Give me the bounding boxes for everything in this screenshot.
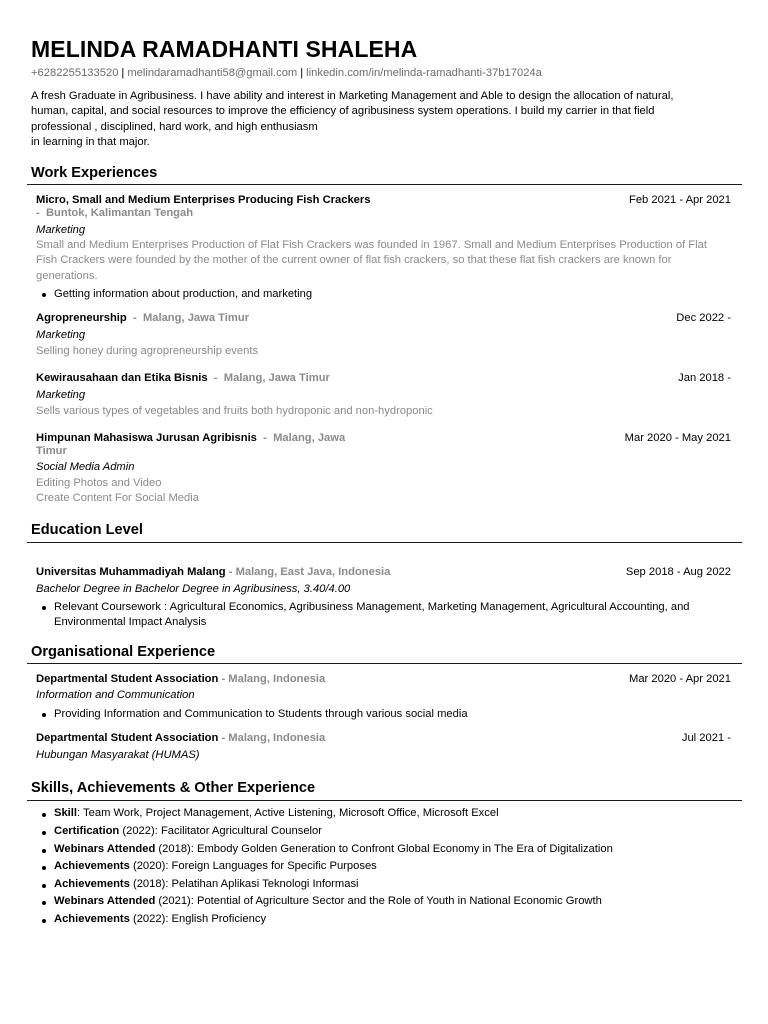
job-location (127, 312, 249, 324)
job-location (208, 372, 330, 384)
job-location (36, 207, 193, 219)
section-title-organisational: Organisational Experience (31, 644, 216, 660)
description-line: generations. (36, 269, 98, 282)
bullet-text: Relevant Coursework : Agricultural Economics, Agribusiness Management, Marketing Management, Agricultural Accounting, and (54, 601, 690, 613)
job-date: Mar 2020 - May 2021 (624, 432, 731, 444)
job-role: Marketing (36, 329, 86, 341)
skill-label: Certification (54, 825, 120, 837)
candidate-name: MELINDA RAMADHANTI SHALEHA (31, 36, 418, 62)
skill-label: Webinars Attended (54, 843, 156, 855)
education-date: Sep 2018 - Aug 2022 (625, 566, 731, 578)
org-bullet (54, 707, 468, 722)
job-description (36, 404, 433, 419)
section-title-work: Work Experiences (31, 165, 158, 181)
job-description (36, 238, 707, 284)
location-text: Malang, Jawa Timur (142, 312, 250, 324)
section-divider (27, 184, 742, 185)
education-degree: Bachelor Degree in Bachelor Degree in Agribusiness, 3.40/4.00 (36, 583, 351, 595)
org-role: Hubungan Masyarakat (HUMAS) (36, 749, 200, 761)
job-description (36, 476, 199, 507)
description-line: Sells various types of vegetables and fruits both hydroponic and non-hydroponic (36, 405, 433, 417)
org-location: - Malang, Indonesia (221, 732, 326, 744)
skill-label: Skill (54, 807, 78, 819)
org-title: Departmental Student Association (36, 673, 219, 685)
school-location: - Malang, East Java, Indonesia (228, 566, 391, 578)
contact-line (31, 67, 542, 79)
org-location: - Malang, Indonesia (221, 673, 326, 685)
job-role: Marketing (36, 224, 86, 236)
bullet-text: Providing Information and Communication to Students through various social media (54, 708, 468, 720)
location-text: Malang, Jawa (273, 432, 346, 444)
bullet-text: Getting information about production, and marketing (54, 288, 313, 300)
job-date: Feb 2021 - Apr 2021 (628, 194, 731, 206)
skill-item (54, 895, 602, 907)
job-description (36, 344, 258, 359)
profile-summary (31, 89, 743, 150)
summary-line: human, capital, and social resources to improve the efficiency of agribusiness system operations. I build my carrier in that field (31, 105, 655, 118)
section-divider (27, 663, 742, 664)
job-bullet (54, 287, 312, 302)
skill-detail: (2020): Foreign Languages for Specific Purposes (129, 860, 377, 872)
skill-label: Webinars Attended (54, 895, 156, 907)
skill-detail: : Team Work, Project Management, Active Listening, Microsoft Office, Microsoft Excel (77, 807, 499, 819)
job-org-name: Agropreneurship (36, 312, 127, 324)
skill-detail: (2022): Facilitator Agricultural Counselor (119, 825, 322, 837)
location-dash: - (263, 432, 267, 444)
education-bullet (54, 600, 690, 630)
org-title: Departmental Student Association (36, 732, 219, 744)
skill-label: Achievements (54, 913, 130, 925)
contact-separator: | (121, 67, 125, 79)
phone-number: +6282255133520 (31, 67, 119, 79)
job-date: Dec 2022 - (676, 312, 731, 324)
job-location (257, 432, 345, 444)
job-date: Jan 2018 - (678, 372, 731, 384)
job-org (36, 372, 330, 384)
org-role: Information and Communication (36, 689, 195, 701)
description-line: Create Content For Social Media (36, 492, 199, 505)
job-org: Micro, Small and Medium Enterprises Producing Fish Crackers (36, 194, 371, 206)
summary-line: A fresh Graduate in Agribusiness. I have ability and interest in Marketing Management and Able to design the allocation of natural, (31, 90, 674, 102)
skill-item (54, 860, 377, 872)
skill-detail: (2018): Pelatihan Aplikasi Teknologi Informasi (129, 878, 359, 890)
email-link[interactable]: melindaramadhanti58@gmail.com (127, 67, 298, 79)
skill-detail: (2021): Potential of Agriculture Sector and the Role of Youth in National Economic Growth (155, 895, 602, 907)
org-date: Jul 2021 - (681, 732, 731, 744)
skill-item (54, 843, 613, 855)
education-school (36, 566, 390, 578)
section-divider (27, 800, 742, 801)
job-location-continued: Timur (36, 445, 67, 457)
skill-detail: (2018): Embody Golden Generation to Confront Global Economy in The Era of Digitalization (155, 843, 613, 855)
summary-line: in learning in that major. (31, 135, 150, 148)
job-org-name: Kewirausahaan dan Etika Bisnis (36, 372, 208, 384)
section-title-skills: Skills, Achievements & Other Experience (31, 780, 316, 796)
skill-detail: (2022): English Proficiency (129, 913, 267, 925)
section-title-education: Education Level (31, 522, 143, 538)
linkedin-link[interactable]: linkedin.com/in/melinda-ramadhanti-37b17024a (306, 67, 542, 79)
skill-item (54, 807, 499, 819)
location-dash: - (213, 372, 218, 384)
job-org (36, 432, 345, 444)
job-role: Social Media Admin (36, 461, 135, 473)
skill-label: Achievements (54, 860, 130, 872)
description-line: Editing Photos and Video (36, 477, 162, 489)
description-line: Fish Crackers were founded by the mother of the current owner of flat fish crackers, so that these flat fish crackers are known for (36, 254, 672, 267)
description-line: Selling honey during agropreneurship events (36, 345, 259, 357)
contact-separator: | (300, 67, 304, 79)
location-text: Malang, Jawa Timur (223, 372, 330, 384)
skill-item (54, 825, 322, 837)
org-name (36, 673, 325, 685)
job-role: Marketing (36, 389, 86, 401)
school-name: Universitas Muhammadiyah Malang (36, 566, 226, 578)
section-divider (27, 542, 742, 543)
skill-label: Achievements (54, 878, 130, 890)
bullet-text: Environmental Impact Analysis (54, 616, 207, 629)
org-name (36, 732, 325, 744)
org-date: Mar 2020 - Apr 2021 (629, 673, 731, 685)
job-org (36, 312, 249, 324)
skill-item (54, 878, 359, 890)
skill-item (54, 913, 266, 925)
location-text: Buntok, Kalimantan Tengah (45, 207, 194, 219)
job-org-name: Himpunan Mahasiswa Jurusan Agribisnis (36, 432, 257, 444)
summary-line: professional , disciplined, hard work, and high enthusiasm (31, 120, 318, 133)
description-line: Small and Medium Enterprises Production of Flat Fish Crackers was founded in 1967. Small and Medium Enterprises Production of Flat (36, 239, 707, 251)
location-dash: - (36, 207, 40, 219)
location-dash: - (132, 312, 137, 324)
